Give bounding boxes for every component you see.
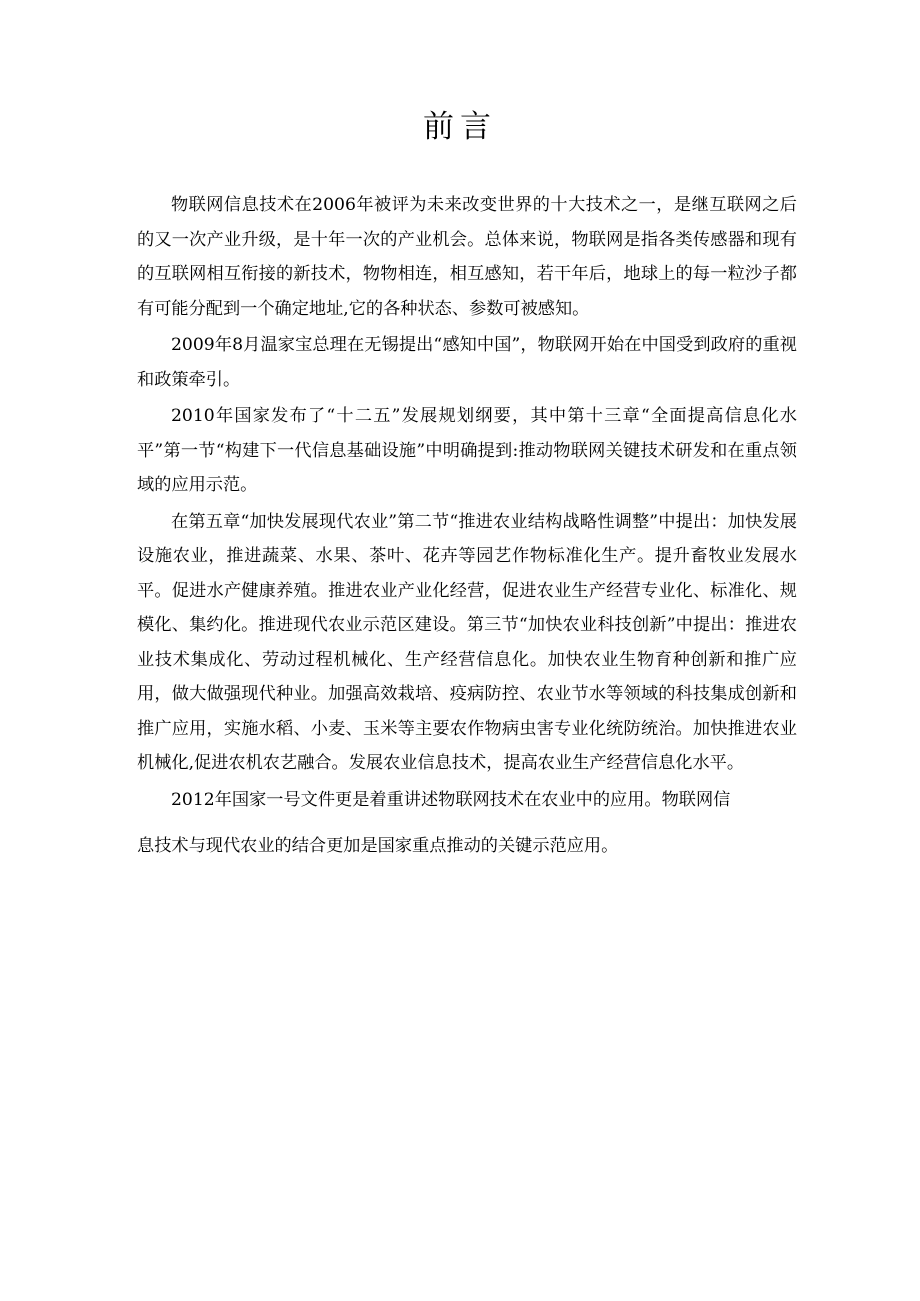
paragraph-2012-document-part-2: 息技术与现代农业的结合更加是国家重点推动的关键示范应用。 <box>137 836 619 856</box>
preface-body <box>137 188 797 866</box>
paragraph-2010-five-year-plan: 2010年国家发布了“十二五”发展规划纲要，其中第十三章“全面提高信息化水平”第一节“构建下一代信息基础设施”中明确提到:推动物联网关键技术研发和在重点领域的应用示范。 <box>137 406 797 495</box>
paragraph-2009-sensing-china: 2009年8月温家宝总理在无锡提出“感知中国”，物联网开始在中国受到政府的重视和政策牵引。 <box>137 335 797 390</box>
paragraph-iot-introduction: 物联网信息技术在2006年被评为未来改变世界的十大技术之一，是继互联网之后的又一次产业升级，是十年一次的产业机会。总体来说，物联网是指各类传感器和现有的互联网相互衔接的新技术，物物相连，相互感知，若干年后，地球上的每一粒沙子都有可能分配到一个确定地址,它的各种状态、参数可被感知。 <box>137 195 797 319</box>
page-title: 前言 <box>423 109 497 145</box>
paragraph-modern-agriculture: 在第五章“加快发展现代农业”第二节“推进农业结构战略性调整”中提出：加快发展设施农业，推进蔬菜、水果、茶叶、花卉等园艺作物标准化生产。提升畜牧业发展水平。促进水产健康养殖。推进农业产业化经营，促进农业生产经营专业化、标准化、规模化、集约化。推进现代农业示范区建设。第三节“加快农业科技创新”中提出：推进农业技术集成化、劳动过程机械化、生产经营信息化。加快农业生物育种创新和推广应用，做大做强现代种业。加强高效栽培、疫病防控、农业节水等领域的科技集成创新和推广应用，实施水稻、小麦、玉米等主要农作物病虫害专业化统防统治。加快推进农业机械化,促进农机农艺融合。发展农业信息技术，提高农业生产经营信息化水平。 <box>137 511 797 773</box>
paragraph-2012-document-part-1: 2012年国家一号文件更是着重讲述物联网技术在农业中的应用。物联网信 <box>171 789 731 810</box>
